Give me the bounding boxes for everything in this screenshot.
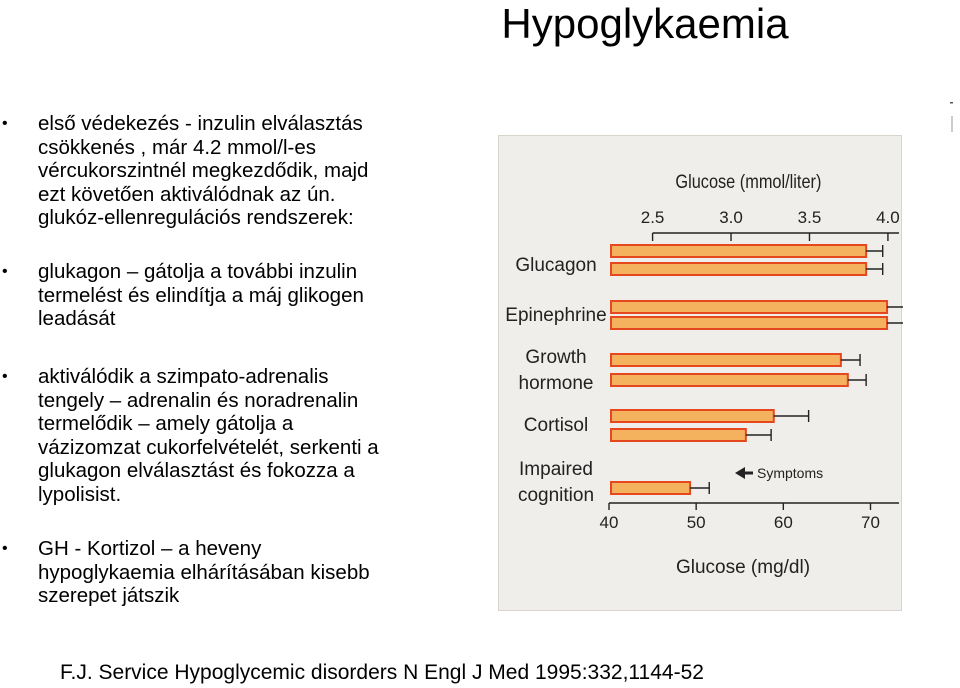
- glucose-threshold-chart: [498, 135, 902, 611]
- bullet-line: vércukorszintnél megkezdődik, majd: [38, 159, 369, 182]
- bullet-line: hypoglykaemia elhárításában kisebb: [38, 560, 370, 584]
- bullet-line: GH - Kortizol – a heveny: [38, 537, 262, 560]
- bullet-text: [38, 365, 458, 506]
- bullet-line: termelést és elindítja a máj glikogen: [38, 283, 364, 307]
- bar: [611, 482, 690, 494]
- top-axis-tick-label: 3.0: [719, 208, 743, 227]
- bar: [611, 317, 887, 329]
- category-label: hormone: [518, 373, 594, 394]
- bullet-line: termelődik – amely gátolja a: [38, 412, 294, 435]
- bullet-dot-icon: •: [2, 115, 8, 132]
- top-axis-tick-label: 2.5: [640, 208, 665, 227]
- bottom-axis-tick-label: 70: [861, 513, 880, 532]
- category-label: Growth: [525, 347, 587, 368]
- category-label: Epinephrine: [505, 305, 607, 326]
- bullet-dot-icon: •: [2, 368, 8, 385]
- bullet-line: vázizomzat cukorfelvételét, serkenti a: [38, 435, 379, 459]
- bar: [611, 374, 848, 386]
- symptoms-arrow-head: [735, 467, 745, 479]
- bottom-axis-tick-label: 50: [686, 513, 706, 532]
- bullet-line: aktiválódik a szimpato-adrenalis: [38, 365, 329, 388]
- bar: [611, 410, 774, 422]
- bar: [611, 429, 746, 441]
- bar: [611, 354, 841, 366]
- bullet-line: csökkenés , már 4.2 mmol/l-es: [38, 135, 316, 159]
- chart-canvas: [499, 136, 903, 612]
- bar: [611, 301, 887, 313]
- category-label: Cortisol: [523, 415, 589, 436]
- bottom-axis-label: Glucose (mg/dl): [675, 557, 811, 578]
- bar: [611, 263, 866, 275]
- bullet-line: első védekezés - inzulin elválasztás: [38, 112, 363, 135]
- slide-title: [0, 0, 940, 48]
- top-axis-label: Glucose (mmol/liter): [675, 170, 822, 193]
- top-axis-tick-label: 4.0: [876, 208, 900, 227]
- bullet-text: [38, 537, 458, 608]
- category-label: Impaired: [519, 459, 593, 480]
- bullet-dot-icon: •: [2, 540, 8, 557]
- bullet-line: glukagon elválasztást és fokozza a: [38, 459, 355, 482]
- bullet-dot-icon: •: [2, 263, 8, 280]
- citation: F.J. Service Hypoglycemic disorders N Engl J Med 1995:332,1144-52: [60, 661, 704, 684]
- category-label: cognition: [517, 485, 595, 506]
- bottom-axis-tick-label: 60: [773, 513, 793, 532]
- bullet-text: [38, 260, 458, 331]
- bullet-text: [38, 112, 458, 230]
- slide-title-text: Hypoglykaemia: [501, 0, 789, 47]
- bullet-line: glukóz-ellenregulációs rendszerek:: [38, 206, 354, 229]
- bottom-axis-tick-label: 40: [599, 513, 619, 532]
- slide-corner-mark: [948, 96, 956, 136]
- bullet-line: glukagon – gátolja a további inzulin: [38, 260, 358, 283]
- top-axis-tick-label: 3.5: [797, 208, 822, 227]
- bullet-line: szerepet játszik: [38, 584, 180, 607]
- bullet-line: tengely – adrenalin és noradrenalin: [38, 388, 359, 412]
- bullet-line: lypolisist.: [38, 482, 122, 506]
- bar: [611, 245, 866, 257]
- bullet-line: leadását: [38, 307, 116, 330]
- symptoms-annotation: Symptoms: [757, 465, 824, 481]
- bullet-line: ezt követően aktiválódnak az ún.: [38, 182, 336, 206]
- category-label: Glucagon: [515, 255, 597, 276]
